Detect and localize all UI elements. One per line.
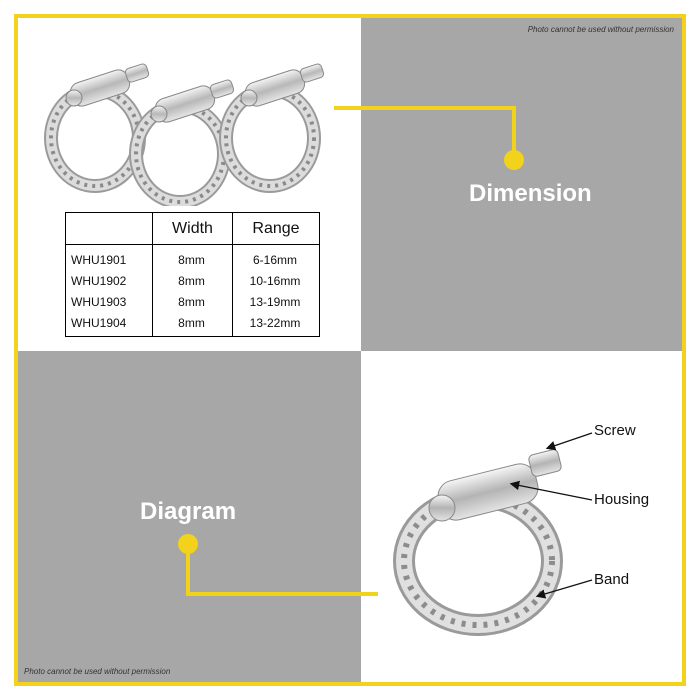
band-arrow-icon bbox=[538, 580, 592, 596]
table-cell-model: WHU1902 bbox=[71, 273, 127, 288]
table-cell-width: 8mm bbox=[178, 252, 205, 267]
part-callout-arrows bbox=[18, 18, 686, 686]
table-cell-width: 8mm bbox=[178, 315, 205, 330]
housing-arrow-icon bbox=[512, 484, 592, 500]
table-cell-range: 13-22mm bbox=[249, 315, 301, 330]
permission-notice-top: Photo cannot be used without permission bbox=[527, 25, 674, 34]
table-cell-range: 10-16mm bbox=[249, 273, 301, 288]
permission-notice-bottom: Photo cannot be used without permission bbox=[24, 667, 171, 676]
table-cell-range: 6-16mm bbox=[252, 252, 297, 267]
screw-arrow-icon bbox=[548, 433, 592, 448]
dimension-heading: Dimension bbox=[469, 180, 592, 207]
housing-label: Housing bbox=[594, 491, 650, 508]
table-cell-model: WHU1901 bbox=[71, 252, 127, 267]
table-cell-model: WHU1903 bbox=[71, 294, 127, 309]
table-header-width: Width bbox=[153, 213, 233, 244]
table-cell-model: WHU1904 bbox=[71, 315, 127, 330]
band-label: Band bbox=[594, 571, 630, 588]
screw-label: Screw bbox=[594, 422, 636, 439]
table-cell-width: 8mm bbox=[178, 273, 205, 288]
table-header-range: Range bbox=[252, 219, 300, 237]
table-cell-range: 13-19mm bbox=[249, 294, 301, 309]
diagram-heading: Diagram bbox=[140, 498, 237, 525]
table-cell-width: 8mm bbox=[178, 294, 205, 309]
infographic-frame bbox=[14, 14, 686, 686]
